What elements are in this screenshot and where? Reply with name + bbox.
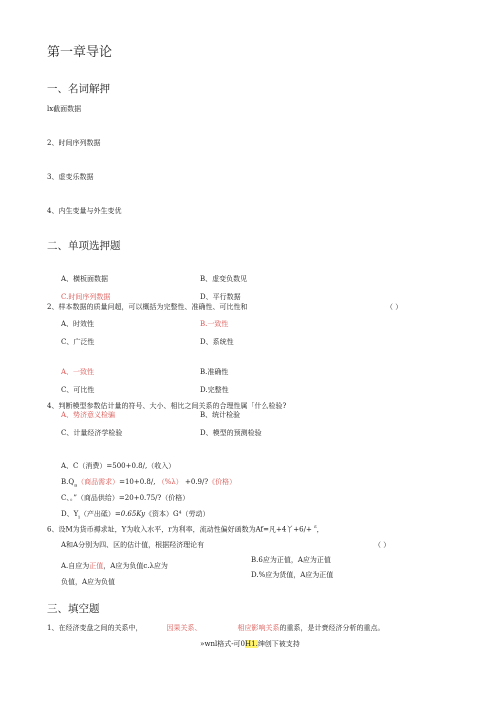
q2-option-c: C、广泛性 — [61, 338, 95, 346]
q5-b-subscript: a — [74, 482, 78, 489]
q2-answer-paren: （ ） — [386, 303, 403, 311]
q6-stem-end: ， — [316, 525, 324, 534]
term-item: 3、虚变乐数据 — [47, 173, 94, 181]
q3-option-a: A、一致性 — [61, 368, 95, 376]
q5-d-post: 《资本）G⁴（劳动） — [145, 510, 210, 518]
term-item: 2、时间序列数据 — [47, 139, 101, 147]
q5-b-prefix: B.Q — [61, 478, 75, 486]
q6-option-a-continued: 负值，A应为负值 — [61, 578, 116, 586]
section-3-heading: 三、填空题 — [47, 603, 100, 615]
q6-a-post: ，A应为负值c.λ应为 — [103, 562, 168, 570]
q6-a-pre: A.自应为 — [61, 562, 90, 570]
q2-option-a: A、时效性 — [61, 320, 95, 328]
section-1-heading: 一、名词解押 — [47, 83, 110, 95]
q6-option-d: D.%应为货值，A应为正值 — [251, 571, 334, 579]
q2-stem: 2、样本数据的质量问超，可以概括为完整性、准确性、可比性和 — [47, 303, 248, 311]
section-2-heading: 二、单项选押题 — [47, 240, 121, 252]
q6-option-b: B.6应为正值，A应为正值 — [251, 556, 331, 564]
footer-post: 绅创下被支持 — [257, 640, 300, 648]
footer-highlight: H1. — [245, 640, 258, 648]
q4-option-b: B、统计检验 — [200, 411, 241, 419]
q3-option-d: D.完整性 — [200, 386, 229, 394]
q5-b-red-text: 《价格） — [208, 478, 237, 486]
q3-option-b: B.准确性 — [200, 368, 229, 376]
q4-stem: 4、判断模型参数估计量的符号、大小、相比之间关系的合理性属「什么检验? — [47, 402, 287, 410]
q6-stem-text: 6、设M为货币褥求址，Y为收入水平，r为利率，流动性偏好函数为Af=凡+4丫+6/+ — [47, 525, 315, 534]
q5-option-a: A、C（消费）=500+0.8/,（收入） — [61, 462, 176, 470]
q6-answer-paren: （ ） — [374, 541, 391, 549]
q5-option-b — [61, 477, 236, 488]
q6-stem-line2: A和A分别为四、区的估计值，根据羟济理论有 — [61, 541, 205, 549]
q4-option-d: D、模型的预测检验 — [200, 429, 262, 437]
q5-d-mid: （产出砥）= — [79, 510, 121, 518]
q1-option-a: A、横板面数据 — [61, 275, 109, 283]
fill-question-1 — [47, 623, 384, 633]
chapter-title: 第一章导论 — [47, 45, 113, 60]
q5-b-red-text: （商品需求） — [77, 478, 120, 486]
q1-option-d: D、平行数据 — [200, 293, 241, 301]
fill-q1-post: 的重系，是计赍经济分析的重点。 — [279, 624, 385, 632]
term-item: 4、内生变量与外生变优 — [47, 207, 122, 215]
q5-b-post: +0.9/? — [185, 478, 209, 486]
q5-b-mid: =10+0.8/, — [119, 478, 156, 486]
q1-option-b: B、虚变负数见 — [200, 275, 248, 283]
q6-a-red: 正值 — [89, 562, 104, 570]
q3-option-c: C、可比性 — [61, 386, 95, 394]
footer-pre: »wnl格式-可0 — [200, 640, 246, 648]
fill-q1-blank-1: 因果关系、 — [166, 624, 202, 632]
fill-q1-pre: 1、在经济变盘之间的关系中， — [47, 624, 143, 632]
q5-option-d — [61, 509, 209, 520]
q5-option-c: C、。”（商品供给）=20+0.75/?（价格） — [61, 494, 190, 502]
q6-option-a — [61, 561, 168, 571]
q5-b-red-text: （%λ） — [157, 478, 183, 486]
q2-option-d: D、系统性 — [200, 338, 234, 346]
q5-d-subscript: i — [78, 514, 80, 521]
q4-option-c: C、计量经济学检验 — [61, 429, 123, 437]
page-footer — [0, 639, 500, 649]
q1-option-c: C.时间序列数据 — [61, 293, 111, 301]
term-item: lx截面数据 — [47, 105, 82, 113]
q5-d-italic: 0.65Ky — [120, 510, 146, 518]
q2-option-b: B.一致性 — [200, 320, 229, 328]
q6-stem-sup: ε — [314, 524, 317, 530]
fill-q1-blank-2: 相应影响关系 — [237, 624, 280, 632]
q4-option-a: A、势济意义检骗 — [61, 411, 116, 419]
q5-d-prefix: D、Y — [61, 510, 79, 518]
q6-stem — [47, 524, 324, 534]
